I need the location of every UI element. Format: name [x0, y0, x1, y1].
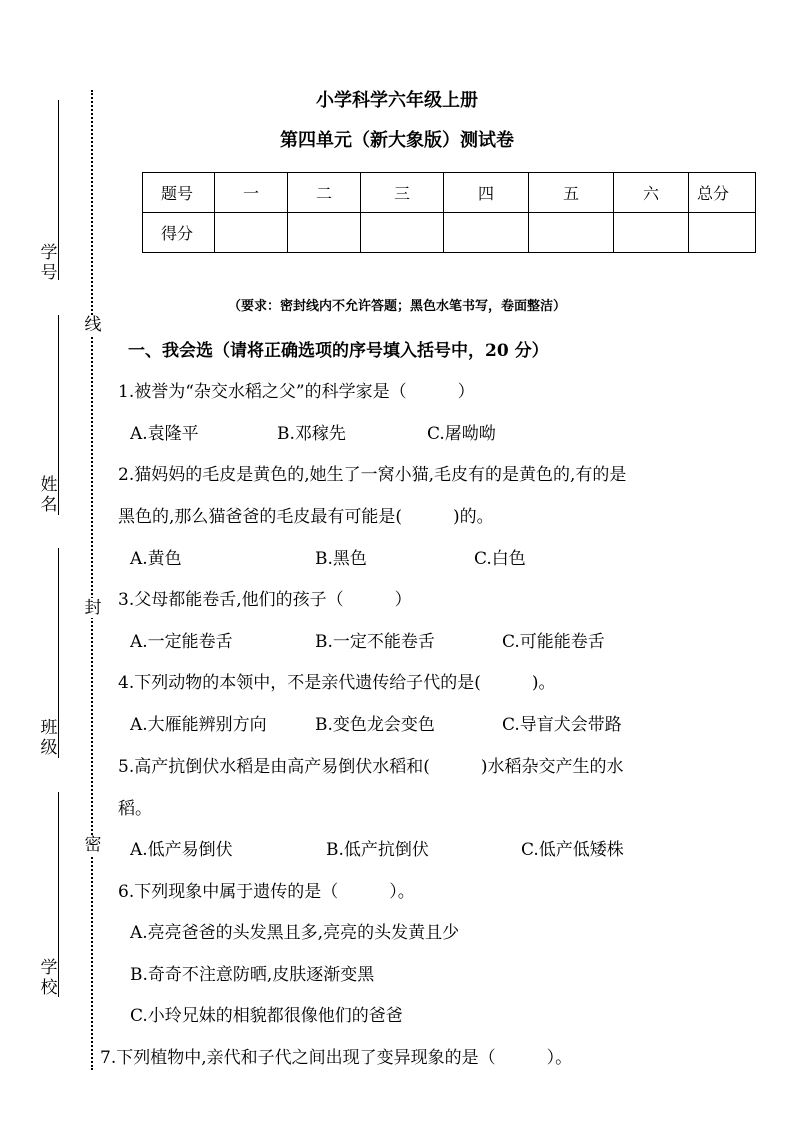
- question-5-stem-cont: 稻。: [118, 799, 152, 819]
- question-1-option-b: B.邓稼先: [277, 424, 346, 444]
- score-cell[interactable]: [444, 213, 529, 253]
- score-header-cell: 四: [444, 173, 529, 213]
- page-subtitle: 第四单元（新大象版）测试卷: [280, 130, 514, 151]
- score-cell-total[interactable]: [689, 213, 756, 253]
- name-label: [38, 475, 60, 515]
- question-2-stem: 2.猫妈妈的毛皮是黄色的,她生了一窝小猫,毛皮有的是黄色的,有的是: [118, 465, 627, 485]
- seal-char-line: 线: [84, 315, 102, 335]
- class-label: [38, 718, 60, 758]
- question-5-option-b: B.低产抗倒伏: [326, 840, 429, 860]
- question-6-option-a: A.亮亮爸爸的头发黑且多,亮亮的头发黄且少: [130, 923, 460, 943]
- student-number-label: [38, 243, 60, 283]
- question-2-option-b: B.黑色: [315, 549, 367, 569]
- seal-char-secret: 密: [84, 835, 102, 855]
- question-5-stem: 5.高产抗倒伏水稻是由高产易倒伏水稻和( )水稻杂交产生的水: [118, 757, 624, 777]
- score-cell[interactable]: [288, 213, 361, 253]
- score-header-total: 总分: [689, 173, 756, 213]
- score-cell[interactable]: [361, 213, 444, 253]
- score-cell[interactable]: [529, 213, 614, 253]
- seal-line: [91, 90, 93, 1070]
- section-title: 一、我会选（请将正确选项的序号填入括号中，20 分）: [128, 341, 549, 361]
- question-7-stem: 7.下列植物中,亲代和子代之间出现了变异现象的是（ ）。: [100, 1048, 573, 1068]
- question-4-option-c: C.导盲犬会带路: [502, 715, 622, 735]
- score-header-label: 题号: [143, 173, 215, 213]
- score-cell[interactable]: [614, 213, 689, 253]
- score-table-score-row: [143, 213, 756, 253]
- school-label-text: 学校: [40, 958, 58, 998]
- class-label-text: 班级: [40, 718, 58, 758]
- score-header-cell: 三: [361, 173, 444, 213]
- student-number-label-text: 学号: [40, 243, 58, 283]
- question-1-option-c: C.屠呦呦: [427, 424, 496, 444]
- score-header-cell: 六: [614, 173, 689, 213]
- question-5-option-a: A.低产易倒伏: [130, 840, 233, 860]
- score-table: [142, 172, 756, 253]
- score-cell[interactable]: [215, 213, 288, 253]
- score-table-header-row: [143, 173, 756, 213]
- school-label: [38, 958, 60, 998]
- question-5-option-c: C.低产低矮株: [521, 840, 624, 860]
- question-2-option-c: C.白色: [474, 549, 526, 569]
- question-3-stem: 3.父母都能卷舌,他们的孩子（ ）: [118, 590, 412, 610]
- name-blank[interactable]: [58, 315, 59, 515]
- question-4-stem: 4.下列动物的本领中，不是亲代遗传给子代的是( )。: [118, 673, 556, 693]
- class-blank[interactable]: [58, 548, 59, 758]
- score-row-label: 得分: [143, 213, 215, 253]
- question-2-option-a: A.黄色: [130, 549, 182, 569]
- question-1-option-a: A.袁隆平: [130, 424, 199, 444]
- question-3-option-c: C.可能能卷舌: [502, 632, 605, 652]
- question-2-stem-cont: 黑色的,那么猫爸爸的毛皮最有可能是( )的。: [118, 507, 494, 527]
- question-6-option-c: C.小玲兄妹的相貌都很像他们的爸爸: [130, 1006, 403, 1026]
- seal-char-seal: 封: [84, 598, 102, 618]
- score-header-cell: 五: [529, 173, 614, 213]
- question-6-option-b: B.奇奇不注意防晒,皮肤逐渐变黑: [130, 965, 375, 985]
- requirement-note: （要求：密封线内不允许答题；黑色水笔书写，卷面整洁）: [227, 299, 566, 314]
- question-6-stem: 6.下列现象中属于遗传的是（ ）。: [118, 882, 415, 902]
- score-header-cell: 一: [215, 173, 288, 213]
- score-header-cell: 二: [288, 173, 361, 213]
- school-blank[interactable]: [58, 792, 59, 997]
- name-label-text: 姓名: [40, 475, 58, 515]
- question-3-option-a: A.一定能卷舌: [130, 632, 233, 652]
- question-4-option-a: A.大雁能辨别方向: [130, 715, 267, 735]
- question-4-option-b: B.变色龙会变色: [315, 715, 435, 735]
- question-1-stem: 1.被誉为“杂交水稻之父”的科学家是（ ）: [118, 382, 475, 402]
- question-3-option-b: B.一定不能卷舌: [315, 632, 435, 652]
- page-title: 小学科学六年级上册: [316, 90, 478, 111]
